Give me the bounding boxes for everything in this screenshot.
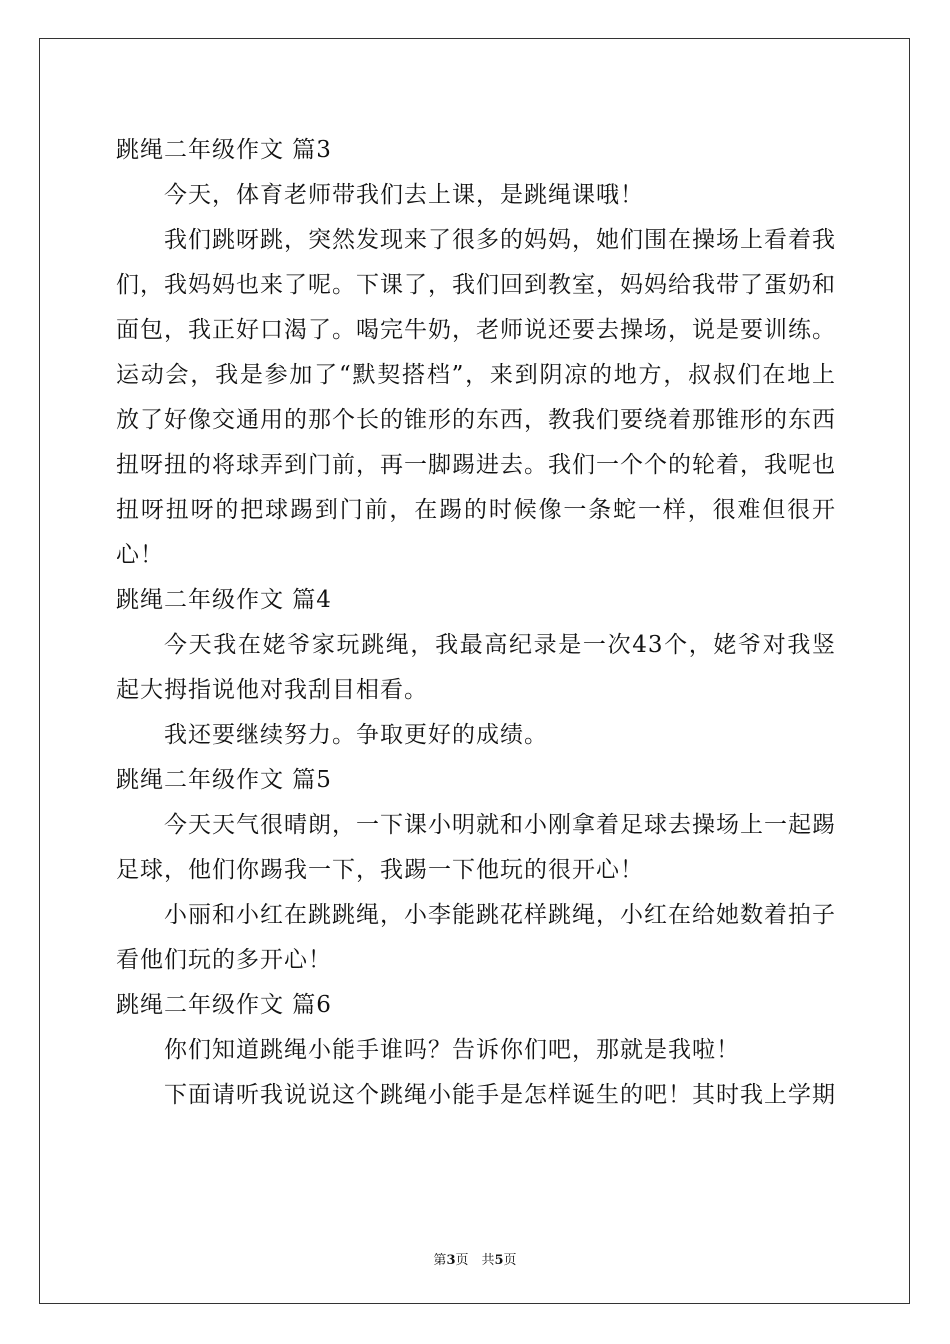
footer-mid: 页 共 <box>455 1253 495 1268</box>
section-heading: 跳绳二年级作文 篇4 <box>116 587 332 613</box>
paragraph: 今天我在姥爷家玩跳绳，我最高纪录是一次43个，姥爷对我竖起大拇指说他对我刮目相看。 <box>116 632 836 703</box>
paragraph: 今天，体育老师带我们去上课，是跳绳课哦！ <box>164 182 644 208</box>
paragraph: 小丽和小红在跳跳绳，小李能跳花样跳绳，小红在给她数着拍子看他们玩的多开心！ <box>116 902 836 973</box>
paragraph: 下面请听我说说这个跳绳小能手是怎样诞生的吧！其时我上学期 <box>164 1082 836 1108</box>
document-body <box>116 128 836 1118</box>
paragraph: 运动会，我是参加了“默契搭档”，来到阴凉的地方，叔叔们在地上放了好像交通用的那个长的锥形的东西，教我们要绕着那锥形的东西扭呀扭的将球弄到门前，再一脚踢进去。我们一个个的轮着，我呢也扭呀扭呀的把球踢到门前，在踢的时候像一条蛇一样，很难但很开心！ <box>116 362 836 568</box>
paragraph: 我还要继续努力。争取更好的成绩。 <box>164 722 548 748</box>
total-page-number: 5 <box>494 1253 504 1268</box>
current-page-number: 3 <box>446 1253 456 1268</box>
footer-suffix: 页 <box>503 1253 517 1268</box>
paragraph: 我们跳呀跳，突然发现来了很多的妈妈，她们围在操场上看着我们，我妈妈也来了呢。下课了，我们回到教室，妈妈给我带了蛋奶和面包，我正好口渴了。喝完牛奶，老师说还要去操场，说是要训练。 <box>116 227 836 343</box>
paragraph: 今天天气很晴朗，一下课小明就和小刚拿着足球去操场上一起踢足球，他们你踢我一下，我踢一下他玩的很开心！ <box>116 812 836 883</box>
footer-prefix: 第 <box>433 1253 447 1268</box>
section-heading: 跳绳二年级作文 篇6 <box>116 992 332 1018</box>
paragraph: 你们知道跳绳小能手谁吗？告诉你们吧，那就是我啦！ <box>164 1037 740 1063</box>
section-heading: 跳绳二年级作文 篇5 <box>116 767 332 793</box>
page-footer <box>0 1249 950 1268</box>
section-heading: 跳绳二年级作文 篇3 <box>116 137 332 163</box>
